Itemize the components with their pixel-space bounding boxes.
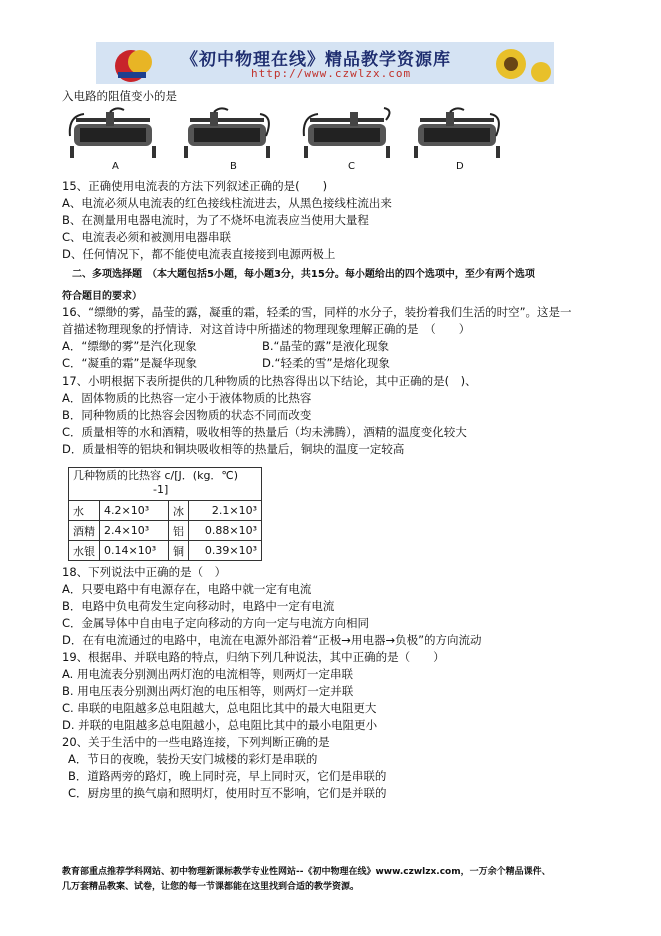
- table-cell: 铜: [169, 541, 189, 561]
- q15-option-d: D、任何情况下，都不能使电流表直接接到电源两极上: [62, 247, 336, 261]
- table-header-row: [69, 468, 262, 501]
- q17-option-c: C．质量相等的水和酒精，吸收相等的热量后（均未沸腾），酒精的温度变化较大: [62, 425, 467, 439]
- table-cell: 水: [69, 501, 100, 521]
- table-cell: 4.2×10³: [100, 501, 169, 521]
- q15-option-b: B、在测量用电器电流时，为了不烧坏电流表应当使用大量程: [62, 213, 369, 227]
- q18-stem: 18、下列说法中正确的是（ ）: [62, 565, 227, 579]
- q19-option-a: A. 用电流表分别测出两灯泡的电流相等，则两灯一定串联: [62, 667, 353, 681]
- q18-option-c: C．金属导体中自由电子定向移动的方向一定与电流方向相同: [62, 616, 370, 630]
- table-row: [69, 541, 262, 561]
- q16-stem-2: 首描述物理现象的抒情诗．对这首诗中所描述的物理现象理解正确的是 （ ）: [62, 322, 471, 336]
- q16-option-c: C．“凝重的霜”是凝华现象: [62, 356, 197, 370]
- q18-option-d: D．在有电流通过的电路中，电流在电源外部沿着“正极→用电器→负极”的方向流动: [62, 633, 482, 647]
- rheostat-d-image: [410, 106, 505, 161]
- table-cell: 0.88×10³: [189, 521, 262, 541]
- q14-tail: 入电路的阻值变小的是: [62, 89, 177, 103]
- table-cell: 2.4×10³: [100, 521, 169, 541]
- section2-heading: 二、多项选择题 （本大题包括5小题，每小题3分，共15分。每小题给出的四个选项中，至少有两个选项: [72, 269, 535, 280]
- q19-stem: 19、根据串、并联电路的特点，归纳下列几种说法，其中正确的是（ ）: [62, 650, 445, 664]
- q17-stem: 17、小明根据下表所提供的几种物质的比热容得出以下结论，其中正确的是( )、: [62, 374, 477, 388]
- rheostat-a-image: [66, 106, 161, 161]
- section2-heading-cont: 符合题目的要求）: [62, 291, 142, 302]
- rheostat-b-image: [180, 106, 275, 161]
- q17-option-b: B．同种物质的比热容会因物质的状态不同而改变: [62, 408, 312, 422]
- q16-option-d: D.“轻柔的雪”是熔化现象: [262, 356, 390, 370]
- q15-option-c: C、电流表必须和被测用电器串联: [62, 230, 232, 244]
- table-row: [69, 501, 262, 521]
- q15-option-a: A、电流必须从电流表的红色接线柱流进去，从黑色接线柱流出来: [62, 196, 392, 210]
- footer-line-1: 教育部重点推荐学科网站、初中物理新课标教学专业性网站--《初中物理在线》www.czwlzx.com，一万余个精品课件、: [62, 867, 551, 877]
- table-header-line1: 几种物质的比热容 c/[J．(kg．℃): [73, 469, 239, 482]
- q16-stem-1: 16、“缥缈的雾，晶莹的露，凝重的霜，轻柔的雪，同样的水分子，装扮着我们生活的时空”。这是一: [62, 305, 572, 319]
- q18-option-b: B．电路中负电荷发生定向移动时，电路中一定有电流: [62, 599, 335, 613]
- q19-option-d: D. 并联的电阻越多总电阻越小，总电阻比其中的最小电阻更小: [62, 718, 378, 732]
- q16-option-a: A．“缥缈的雾”是汽化现象: [62, 339, 197, 353]
- table-header: [69, 468, 262, 501]
- table-cell: 铝: [169, 521, 189, 541]
- table-row: [69, 521, 262, 541]
- specific-heat-table: [68, 467, 262, 561]
- q19-option-c: C. 串联的电阻越多总电阻越大，总电阻比其中的最大电阻更大: [62, 701, 377, 715]
- rheostat-d-label: D: [456, 161, 464, 172]
- table-cell: 酒精: [69, 521, 100, 541]
- q15-stem: 15、正确使用电流表的方法下列叙述正确的是( ): [62, 179, 328, 193]
- footer-line-2: 几万套精品教案、试卷，让您的每一节课都能在这里找到合适的教学资源。: [62, 882, 360, 892]
- q16-option-b: B.“晶莹的露”是液化现象: [262, 339, 389, 353]
- q18-option-a: A．只要电路中有电源存在，电路中就一定有电流: [62, 582, 312, 596]
- rheostat-c-label: C: [348, 161, 355, 172]
- q20-option-b: B．道路两旁的路灯，晚上同时亮，早上同时灭，它们是串联的: [68, 769, 387, 783]
- rheostat-a-label: A: [112, 161, 119, 172]
- table-cell: 0.14×10³: [100, 541, 169, 561]
- q19-option-b: B. 用电压表分别测出两灯泡的电压相等，则两灯一定并联: [62, 684, 354, 698]
- banner-title: 《初中物理在线》精品教学资源库: [181, 50, 451, 70]
- header-banner: [96, 42, 554, 84]
- q20-option-a: A．节日的夜晚，装扮天安门城楼的彩灯是串联的: [68, 752, 318, 766]
- q20-stem: 20、关于生活中的一些电路连接，下列判断正确的是: [62, 735, 330, 749]
- q17-option-d: D．质量相等的铝块和铜块吸收相等的热量后，铜块的温度一定较高: [62, 442, 405, 456]
- rheostat-b-label: B: [230, 161, 237, 172]
- rheostat-c-image: [300, 106, 395, 161]
- table-cell: 水银: [69, 541, 100, 561]
- q20-option-c: C．厨房里的换气扇和照明灯，使用时互不影响，它们是并联的: [68, 786, 387, 800]
- table-cell: 0.39×10³: [189, 541, 262, 561]
- q17-option-a: A．固体物质的比热容一定小于液体物质的比热容: [62, 391, 312, 405]
- table-cell: 冰: [169, 501, 189, 521]
- table-header-line2: -1]: [153, 483, 169, 496]
- table-cell: 2.1×10³: [189, 501, 262, 521]
- banner-url: http://www.czwlzx.com: [251, 67, 412, 80]
